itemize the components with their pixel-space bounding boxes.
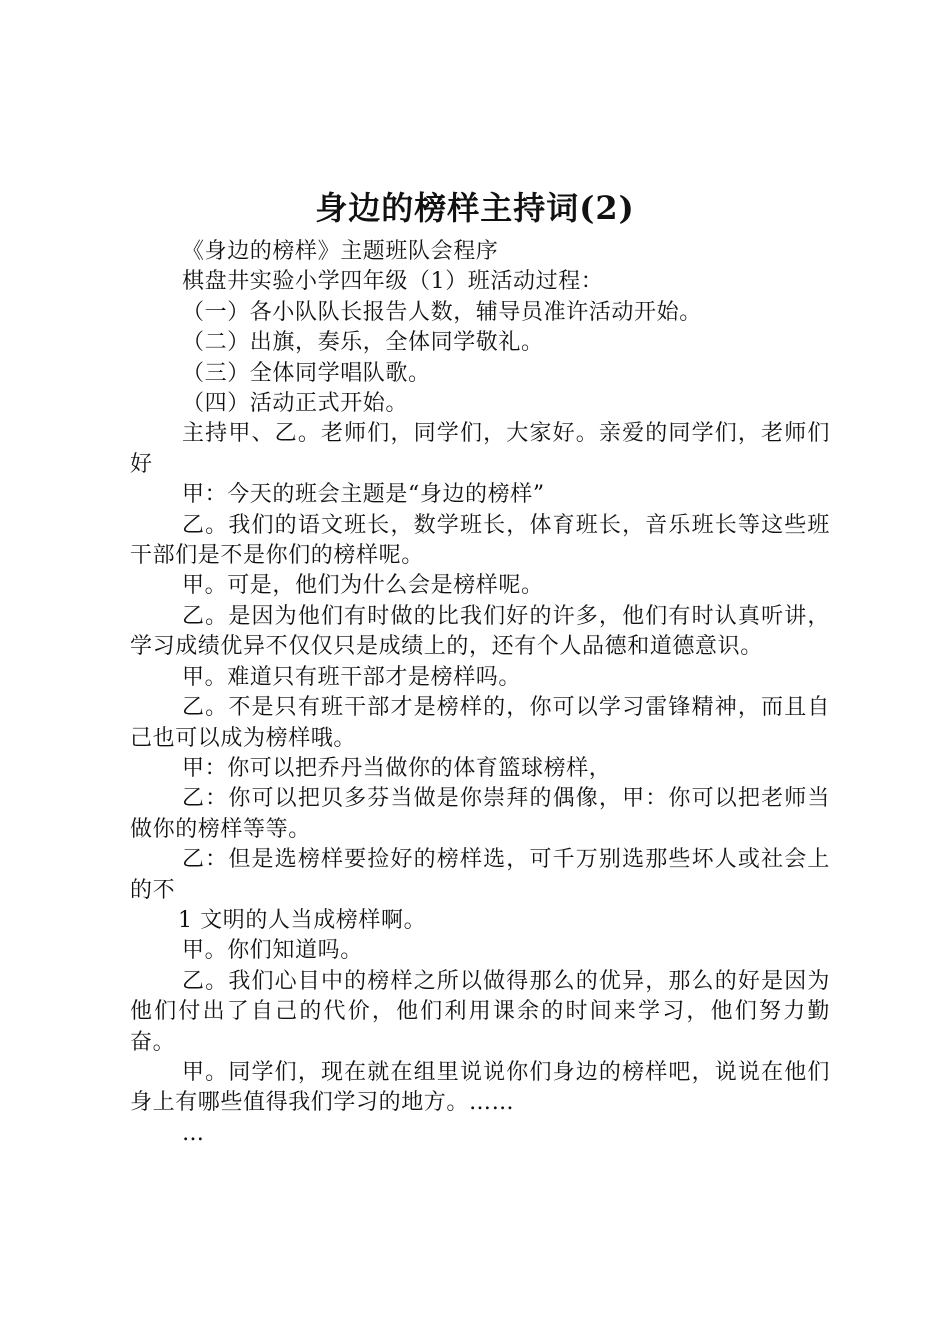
dialogue-paragraph: 主持甲、乙。老师们，同学们，大家好。亲爱的同学们，老师们好	[130, 421, 830, 477]
dialogue-paragraph: 甲：你可以把乔丹当做你的体育篮球榜样，	[182, 755, 612, 781]
document-title: 身边的榜样主持词(2)	[315, 189, 635, 227]
dialogue-paragraph: 乙。不是只有班干部才是榜样的，你可以学习雷锋精神，而且自己也可以成为榜样哦。	[130, 695, 830, 751]
dialogue-paragraph: 乙：但是选榜样要捡好的榜样选，可千万别选那些坏人或社会上的不	[130, 847, 830, 903]
dialogue-paragraph: 甲。你们知道吗。	[182, 938, 363, 964]
dialogue-paragraph: 乙。我们心目中的榜样之所以做得那么的优异，那么的好是因为他们付出了自己的代价，他们利用课余的时间来学习，他们努力勤奋。	[130, 968, 830, 1055]
dialogue-paragraph: 甲。可是，他们为什么会是榜样呢。	[182, 573, 544, 599]
dialogue-continuation: 1 文明的人当成榜样啊。	[178, 907, 427, 933]
dialogue-paragraph: 甲。同学们，现在就在组里说说你们身边的榜样吧，说说在他们身上有哪些值得我们学习的地方。……	[130, 1059, 830, 1116]
dialogue-paragraph: 甲：今天的班会主题是“身边的榜样”	[182, 482, 545, 508]
step-one: （一）各小队队长报告人数，辅导员准许活动开始。	[182, 299, 702, 325]
step-four: （四）活动正式开始。	[182, 391, 409, 417]
ellipsis-line: …	[182, 1120, 205, 1146]
step-two: （二）出旗，奏乐，全体同学敬礼。	[182, 330, 544, 356]
school-class-line: 棋盘井实验小学四年级（1）班活动过程：	[182, 269, 604, 295]
program-heading: 《身边的榜样》主题班队会程序	[182, 239, 499, 264]
dialogue-paragraph: 甲。难道只有班干部才是榜样吗。	[182, 664, 522, 690]
dialogue-paragraph: 乙：你可以把贝多芬当做是你崇拜的偶像，甲：你可以把老师当做你的榜样等等。	[130, 786, 830, 842]
dialogue-paragraph: 乙。我们的语文班长，数学班长，体育班长，音乐班长等这些班干部们是不是你们的榜样呢。	[130, 512, 830, 569]
step-three: （三）全体同学唱队歌。	[182, 360, 431, 386]
dialogue-paragraph: 乙。是因为他们有时做的比我们好的许多，他们有时认真听讲，学习成绩优异不仅仅只是成绩上的，还有个人品德和道德意识。	[130, 603, 830, 660]
document-body	[130, 237, 830, 1149]
